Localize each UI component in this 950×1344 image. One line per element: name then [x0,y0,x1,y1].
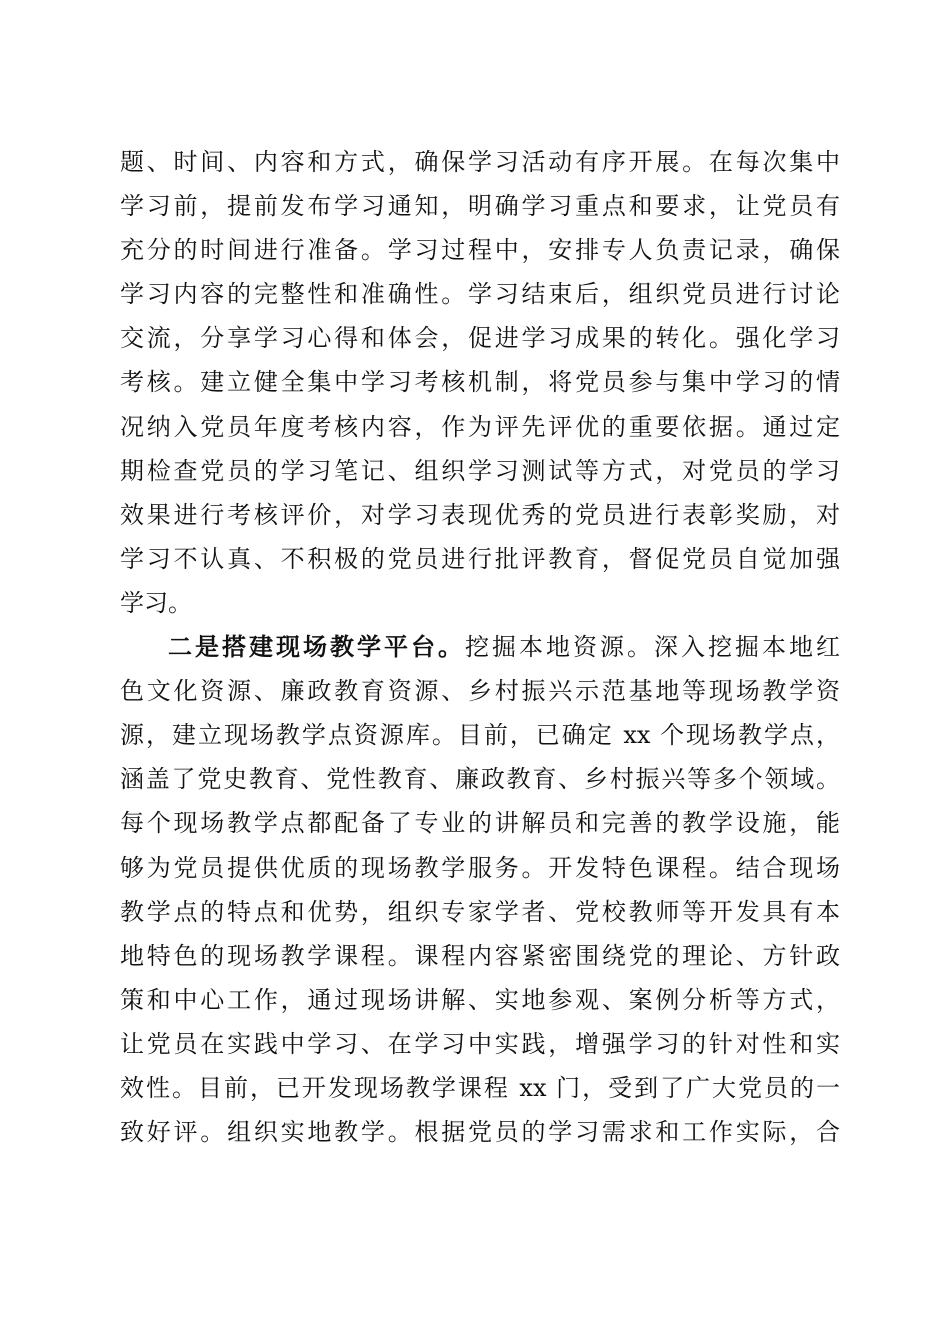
paragraph-line: 涵盖了党史教育、党性教育、廉政教育、乡村振兴等多个领域。 [120,765,840,794]
body-text [120,140,840,1154]
paragraph-line: 期检查党员的学习笔记、组织学习测试等方式，对党员的学习 [120,456,840,485]
paragraph-2-first-line [120,625,840,669]
paragraph-line: 致好评。组织实地教学。根据党员的学习需求和工作实际，合 [120,1118,840,1147]
paragraph-line: 让党员在实践中学习、在学习中实践，增强学习的针对性和实 [120,1029,840,1058]
paragraph-line: 效果进行考核评价，对学习表现优秀的党员进行表彰奖励，对 [120,500,840,529]
paragraph-line: 充分的时间进行准备。学习过程中，安排专人负责记录，确保 [120,236,840,265]
paragraph-line: 题、时间、内容和方式，确保学习活动有序开展。在每次集中 [120,148,840,176]
paragraph-line: 策和中心工作，通过现场讲解、实地参观、案例分析等方式， [120,985,840,1014]
paragraph-line: 交流，分享学习心得和体会，促进学习成果的转化。强化学习 [120,324,840,353]
paragraph-line: 源，建立现场教学点资源库。目前，已确定 xx 个现场教学点， [120,721,840,750]
paragraph-line: 考核。建立健全集中学习考核机制，将党员参与集中学习的情 [120,368,840,397]
paragraph-line: 学习。 [120,588,192,617]
paragraph-line: 教学点的特点和优势，组织专家学者、党校教师等开发具有本 [120,897,840,926]
paragraph-line: 色文化资源、廉政教育资源、乡村振兴示范基地等现场教学资 [120,677,840,706]
paragraph-line: 够为党员提供优质的现场教学服务。开发特色课程。结合现场 [120,853,840,882]
paragraph-2-heading: 二是搭建现场教学平台。 [168,632,465,662]
paragraph-line: 况纳入党员年度考核内容，作为评先评优的重要依据。通过定 [120,412,840,441]
paragraph-line: 效性。目前，已开发现场教学课程 xx 门，受到了广大党员的一 [120,1073,840,1102]
paragraph-line: 地特色的现场教学课程。课程内容紧密围绕党的理论、方针政 [120,941,840,970]
paragraph-line: 学习前，提前发布学习通知，明确学习重点和要求，让党员有 [120,192,840,221]
paragraph-line: 学习不认真、不积极的党员进行批评教育，督促党员自觉加强 [120,544,840,573]
paragraph-line: 每个现场教学点都配备了专业的讲解员和完善的教学设施，能 [120,809,840,838]
paragraph-2-first-text: 挖掘本地资源。深入挖掘本地红 [465,633,840,662]
paragraph-line: 学习内容的完整性和准确性。学习结束后，组织党员进行讨论 [120,280,840,309]
